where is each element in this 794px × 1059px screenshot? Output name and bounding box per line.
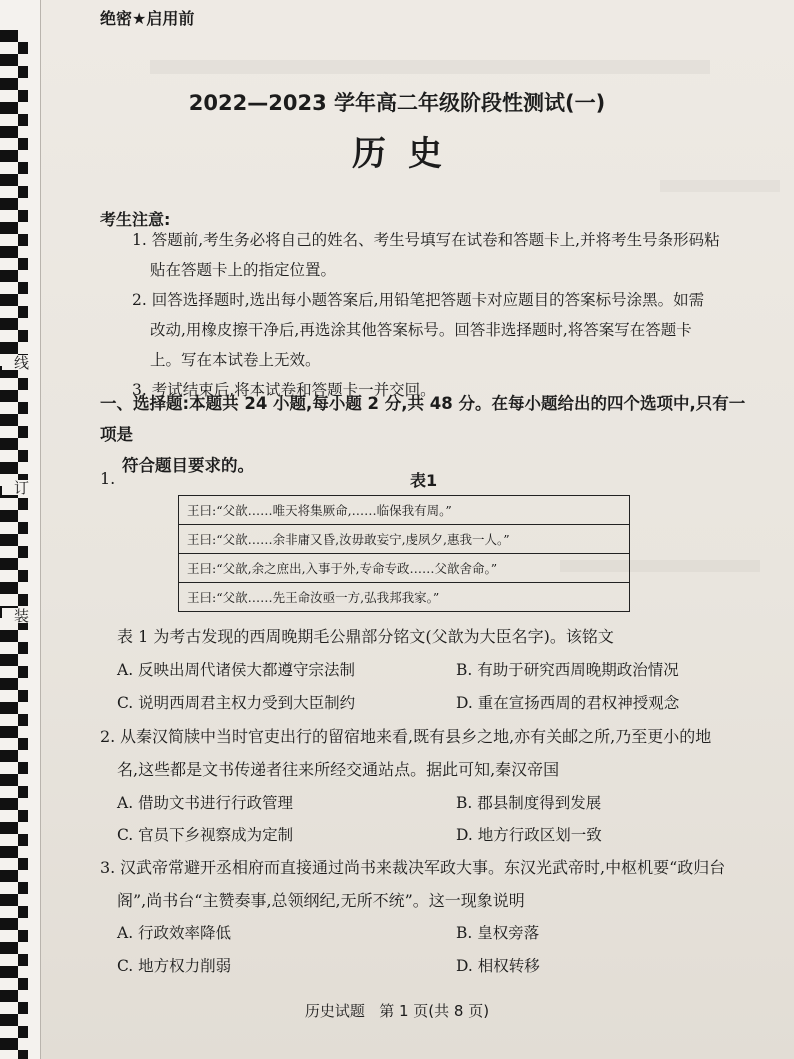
binding-pattern bbox=[18, 30, 28, 1059]
option-b: B. 皇权旁落 bbox=[456, 924, 540, 942]
table-row bbox=[179, 554, 630, 583]
option-b: B. 郡县制度得到发展 bbox=[456, 794, 602, 812]
notice-list bbox=[132, 225, 762, 405]
question-number: 3. bbox=[100, 858, 116, 877]
notice-line: 上。写在本试卷上无效。 bbox=[150, 351, 321, 369]
question-number: 2. bbox=[100, 727, 116, 746]
option-d: D. 重在宣扬西周的君权神授观念 bbox=[456, 694, 680, 712]
question-stem: 汉武帝常避开丞相府而直接通过尚书来裁决军政大事。东汉光武帝时,中枢机要“政归台 bbox=[120, 858, 726, 877]
section-line: 符合题目要求的。 bbox=[122, 456, 254, 475]
inscription-table bbox=[178, 495, 630, 612]
option-a: A. 借助文书进行行政管理 bbox=[117, 794, 294, 812]
section-line: 一、选择题:本题共 24 小题,每小题 2 分,共 48 分。在每小题给出的四个选项中,只有一项是 bbox=[100, 394, 746, 444]
subject-title: 历史 bbox=[352, 134, 464, 174]
question-stem: 表 1 为考古发现的西周晚期毛公鼎部分铭文(父歆为大臣名字)。该铭文 bbox=[117, 627, 614, 646]
option-a: A. 行政效率降低 bbox=[117, 924, 232, 942]
binding-pattern bbox=[0, 30, 18, 1059]
binding-label-line: 线 bbox=[2, 355, 32, 370]
table-row bbox=[179, 496, 630, 525]
notice-line: 1. 答题前,考生务必将自己的姓名、考生号填写在试卷和答题卡上,并将考生号条形码粘 bbox=[132, 231, 720, 249]
page-footer: 历史试题 第 1 页(共 8 页) bbox=[304, 1002, 490, 1020]
question-stem: 从秦汉简牍中当时官吏出行的留宿地来看,既有县乡之地,亦有关邮之所,乃至更小的地 bbox=[120, 727, 712, 746]
question-number: 1. bbox=[100, 469, 116, 488]
notice-line: 2. 回答选择题时,选出每小题答案后,用铅笔把答题卡对应题目的答案标号涂黑。如需 bbox=[132, 291, 705, 309]
option-c: C. 官员下乡视察成为定制 bbox=[117, 826, 294, 844]
notice-line: 贴在答题卡上的指定位置。 bbox=[150, 261, 337, 279]
question-stem: 阁”,尚书台“主赞奏事,总领纲纪,无所不统”。这一现象说明 bbox=[117, 891, 525, 910]
notice-title: 考生注意: bbox=[100, 210, 171, 229]
table-title: 表1 bbox=[410, 471, 438, 490]
option-d: D. 相权转移 bbox=[456, 957, 540, 975]
binding-edge bbox=[28, 30, 40, 1059]
option-a: A. 反映出周代诸侯大都遵守宗法制 bbox=[117, 661, 356, 679]
option-b: B. 有助于研究西周晚期政治情况 bbox=[456, 661, 679, 679]
table-cell: 王曰:“父歆……唯天将集厥命,……临保我有周。” bbox=[179, 496, 630, 525]
binding-label-bind: 订 bbox=[2, 480, 32, 495]
table-cell: 王曰:“父歆,余之庶出,入事于外,专命专政……父歆舍命。” bbox=[179, 554, 630, 583]
table-row bbox=[179, 525, 630, 554]
question-stem: 名,这些都是文书传递者往来所经交通站点。据此可知,秦汉帝国 bbox=[117, 760, 560, 779]
exam-title: 2022—2023 学年高二年级阶段性测试(一) bbox=[188, 91, 606, 115]
notice-line: 3. 考试结束后,将本试卷和答题卡一并交回。 bbox=[132, 381, 436, 399]
table-row bbox=[179, 583, 630, 612]
table-cell: 王曰:“父歆……余非庸又昏,汝毋敢妄宁,虔夙夕,惠我一人。” bbox=[179, 525, 630, 554]
option-d: D. 地方行政区划一致 bbox=[456, 826, 602, 844]
option-c: C. 地方权力削弱 bbox=[117, 957, 232, 975]
secret-mark: 绝密★启用前 bbox=[100, 9, 195, 28]
option-c: C. 说明西周君主权力受到大臣制约 bbox=[117, 694, 356, 712]
table-cell: 王曰:“父歆……先王命汝亟一方,弘我邦我家。” bbox=[179, 583, 630, 612]
notice-line: 改动,用橡皮擦干净后,再选涂其他答案标号。回答非选择题时,将答案写在答题卡 bbox=[150, 321, 692, 339]
binding-label-attach: 装 bbox=[2, 608, 32, 623]
